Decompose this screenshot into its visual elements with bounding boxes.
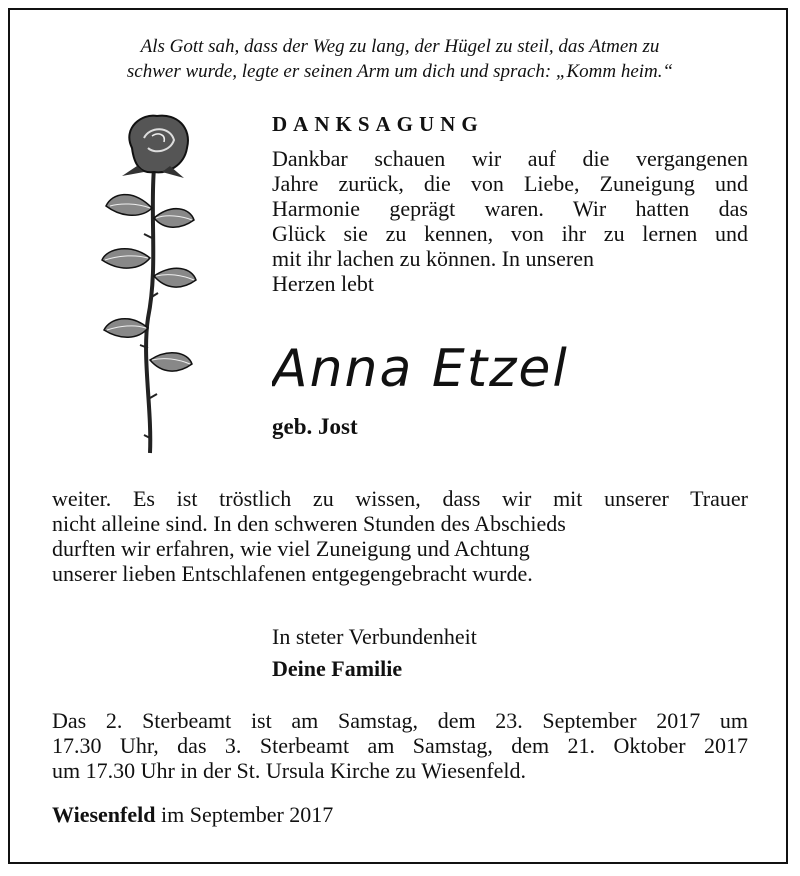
date-text: im September 2017 <box>160 802 334 827</box>
place-name: Wiesenfeld <box>52 802 156 827</box>
rose-icon <box>92 108 212 463</box>
text-line: nicht alleine sind. In den schweren Stunden des Abschieds <box>52 511 566 536</box>
place-date <box>52 802 333 828</box>
motto-line: Als Gott sah, dass der Weg zu lang, der Hügel zu steil, das Atmen zu <box>140 36 660 57</box>
text-line: um 17.30 Uhr in der St. Ursula Kirche zu Wiesenfeld. <box>52 758 527 783</box>
text-line: Dankbar schauen wir auf die vergangenen <box>272 146 748 171</box>
text-line: Das 2. Sterbeamt ist am Samstag, dem 23. September 2017 um <box>52 708 748 733</box>
text-line: Glück sie zu kennen, von ihr zu lernen und <box>272 221 748 246</box>
signature: Deine Familie <box>272 656 403 681</box>
deceased-name <box>272 340 692 400</box>
text-line: Jahre zurück, die von Liebe, Zuneigung und <box>272 171 748 196</box>
text-line: 17.30 Uhr, das 3. Sterbeamt am Samstag, dem 21. Oktober 2017 <box>52 733 748 758</box>
motto-quote <box>20 34 780 84</box>
motto-line: schwer wurde, legte er seinen Arm um dich und sprach: „Komm heim.“ <box>126 61 674 82</box>
text-line: weiter. Es ist tröstlich zu wissen, dass wir mit unserer Trauer <box>52 486 748 511</box>
intro-text <box>272 146 748 296</box>
text-line: mit ihr lachen zu können. In unseren <box>272 246 594 271</box>
body-text <box>52 486 748 586</box>
text-line: unserer lieben Entschlafenen entgegengebracht wurde. <box>52 561 533 586</box>
mass-announcement <box>52 708 748 783</box>
closing-phrase: In steter Verbundenheit <box>272 624 477 649</box>
text-line: Herzen lebt <box>272 271 374 296</box>
birth-name: geb. Jost <box>272 414 358 439</box>
heading: DANKSAGUNG <box>272 112 484 136</box>
text-line: durften wir erfahren, wie viel Zuneigung und Achtung <box>52 536 530 561</box>
text-line: Harmonie geprägt waren. Wir hatten das <box>272 196 748 221</box>
deceased-name-text: Anna Etzel <box>272 340 569 399</box>
